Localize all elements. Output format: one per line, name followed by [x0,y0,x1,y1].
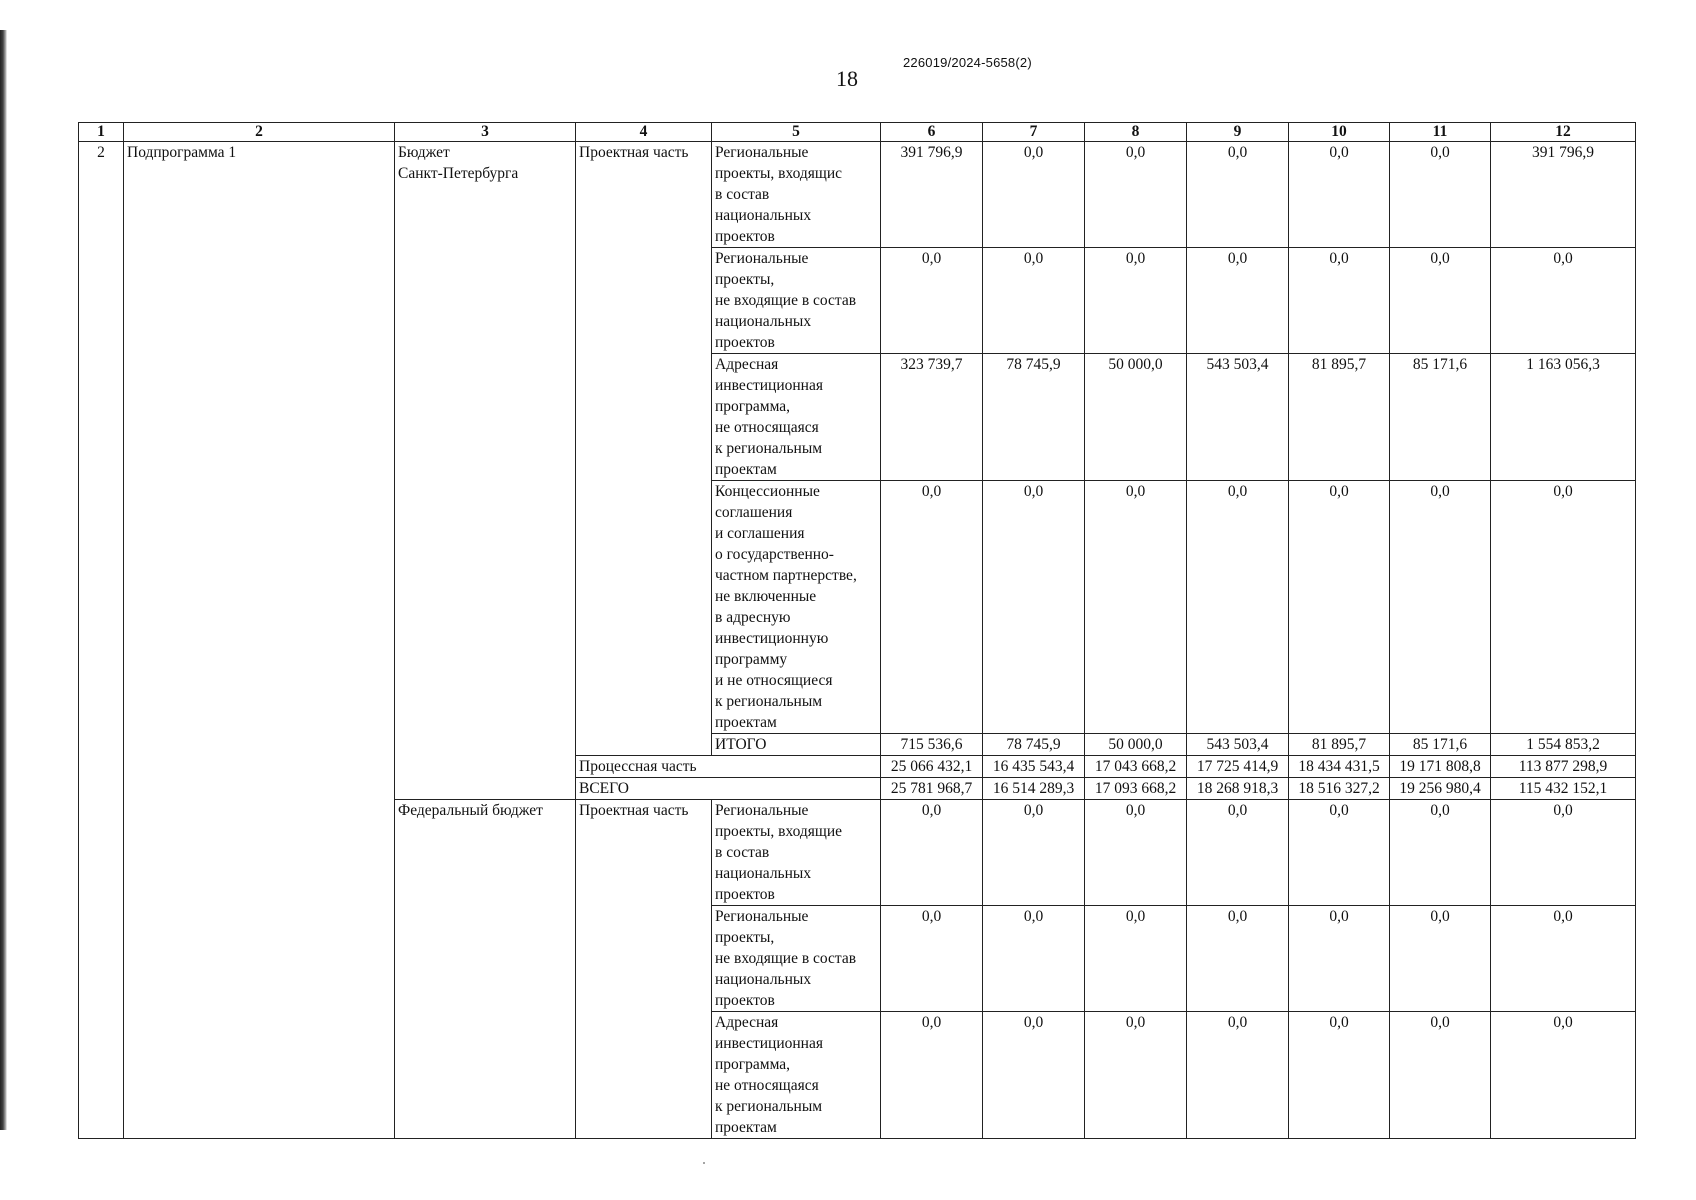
scan-edge-shadow [0,30,7,1130]
document-registration-code: 226019/2024-5658(2) [903,55,1032,70]
value-cell: 0,0 [881,1012,983,1139]
value-cell: 715 536,6 [881,734,983,756]
column-header: 1 [79,123,124,142]
column-header: 12 [1491,123,1636,142]
process-part-label: Процессная часть [576,756,881,778]
value-cell: 0,0 [1390,142,1491,248]
value-cell: 18 434 431,5 [1289,756,1390,778]
scan-speck [703,1162,705,1164]
value-cell: 0,0 [1187,248,1289,354]
column-header: 3 [395,123,576,142]
value-cell: 78 745,9 [983,354,1085,481]
value-cell: 0,0 [881,481,983,734]
value-cell: 0,0 [1085,1012,1187,1139]
value-cell: 543 503,4 [1187,734,1289,756]
value-cell: 0,0 [1085,906,1187,1012]
value-cell: 0,0 [1390,906,1491,1012]
value-cell: 0,0 [1187,142,1289,248]
column-header: 6 [881,123,983,142]
column-header: 5 [712,123,881,142]
value-cell: 0,0 [1187,481,1289,734]
column-header: 11 [1390,123,1491,142]
value-cell: 0,0 [1491,800,1636,906]
value-cell: 0,0 [1390,481,1491,734]
value-cell: 0,0 [1491,248,1636,354]
value-cell: 0,0 [1289,906,1390,1012]
value-cell: 0,0 [881,248,983,354]
budget-source-federal: Федеральный бюджет [395,800,576,1139]
value-cell: 0,0 [1085,248,1187,354]
value-cell: 19 171 808,8 [1390,756,1491,778]
row-number: 2 [79,142,124,1139]
value-cell: 1 554 853,2 [1491,734,1636,756]
expense-category: Региональные проекты, входящис в состав национальных проектов [712,142,881,248]
value-cell: 0,0 [1085,481,1187,734]
value-cell: 0,0 [983,481,1085,734]
value-cell: 50 000,0 [1085,354,1187,481]
value-cell: 0,0 [1390,800,1491,906]
budget-table [78,122,1636,1139]
value-cell: 81 895,7 [1289,734,1390,756]
value-cell: 16 514 289,3 [983,778,1085,800]
value-cell: 0,0 [983,906,1085,1012]
expense-category: Региональные проекты, не входящие в состав национальных проектов [712,248,881,354]
expense-category: Адресная инвестиционная программа, не относящаяся к региональным проектам [712,1012,881,1139]
value-cell: 0,0 [983,800,1085,906]
value-cell: 0,0 [1289,481,1390,734]
value-cell: 113 877 298,9 [1491,756,1636,778]
column-header: 8 [1085,123,1187,142]
value-cell: 0,0 [1491,1012,1636,1139]
value-cell: 17 725 414,9 [1187,756,1289,778]
value-cell: 543 503,4 [1187,354,1289,481]
value-cell: 25 066 432,1 [881,756,983,778]
subprogram-name: Подпрограмма 1 [124,142,395,1139]
value-cell: 0,0 [1085,800,1187,906]
column-header: 7 [983,123,1085,142]
value-cell: 0,0 [1187,1012,1289,1139]
project-part-label: Проектная часть [576,800,712,1139]
value-cell: 19 256 980,4 [1390,778,1491,800]
value-cell: 0,0 [1187,906,1289,1012]
column-header: 2 [124,123,395,142]
column-number-row [79,123,1636,142]
column-header: 9 [1187,123,1289,142]
value-cell: 0,0 [1491,906,1636,1012]
value-cell: 18 268 918,3 [1187,778,1289,800]
value-cell: 25 781 968,7 [881,778,983,800]
grand-total-label: ВСЕГО [576,778,881,800]
value-cell: 0,0 [1085,142,1187,248]
value-cell: 85 171,6 [1390,734,1491,756]
value-cell: 0,0 [1390,1012,1491,1139]
value-cell: 323 739,7 [881,354,983,481]
value-cell: 0,0 [983,142,1085,248]
value-cell: 16 435 543,4 [983,756,1085,778]
value-cell: 85 171,6 [1390,354,1491,481]
expense-category: Концессионные соглашения и соглашения о государственно- частном партнерстве, не включенные в адресную инвестиционную программу и не относящиеся к региональным проектам [712,481,881,734]
value-cell: 391 796,9 [1491,142,1636,248]
value-cell: 391 796,9 [881,142,983,248]
subtotal-label: ИТОГО [712,734,881,756]
value-cell: 18 516 327,2 [1289,778,1390,800]
expense-category: Региональные проекты, не входящие в состав национальных проектов [712,906,881,1012]
value-cell: 0,0 [1289,800,1390,906]
budget-source-spb: Бюджет Санкт-Петербурга [395,142,576,800]
value-cell: 0,0 [1187,800,1289,906]
page-number: 18 [836,66,858,91]
value-cell: 17 093 668,2 [1085,778,1187,800]
value-cell: 115 432 152,1 [1491,778,1636,800]
value-cell: 0,0 [1491,481,1636,734]
expense-category: Адресная инвестиционная программа, не относящаяся к региональным проектам [712,354,881,481]
project-part-label: Проектная часть [576,142,712,756]
column-header: 4 [576,123,712,142]
expense-category: Региональные проекты, входящие в состав национальных проектов [712,800,881,906]
value-cell: 0,0 [1289,248,1390,354]
value-cell: 1 163 056,3 [1491,354,1636,481]
value-cell: 0,0 [1289,142,1390,248]
value-cell: 0,0 [983,1012,1085,1139]
value-cell: 0,0 [1289,1012,1390,1139]
value-cell: 0,0 [1390,248,1491,354]
table-row [79,142,1636,248]
value-cell: 50 000,0 [1085,734,1187,756]
value-cell: 17 043 668,2 [1085,756,1187,778]
value-cell: 78 745,9 [983,734,1085,756]
column-header: 10 [1289,123,1390,142]
value-cell: 0,0 [881,800,983,906]
value-cell: 81 895,7 [1289,354,1390,481]
value-cell: 0,0 [881,906,983,1012]
value-cell: 0,0 [983,248,1085,354]
